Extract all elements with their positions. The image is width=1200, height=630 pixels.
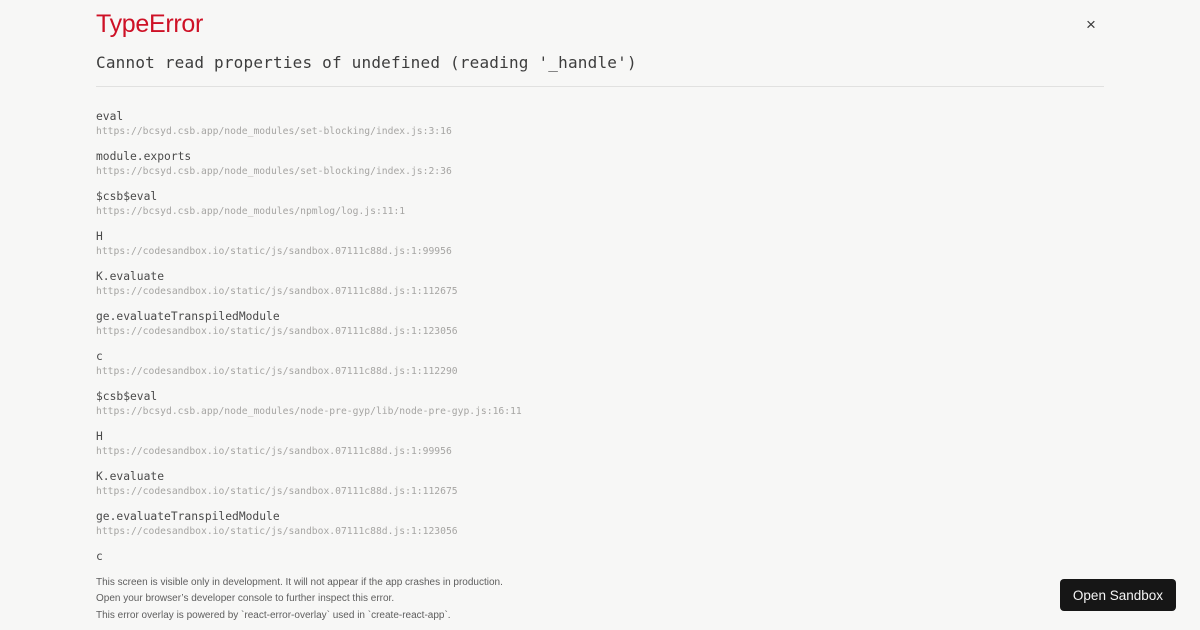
- frame-url: https://codesandbox.io/static/js/sandbox.07111c88d.js:1:112675: [96, 286, 458, 297]
- frame-url: https://codesandbox.io/static/js/sandbox.07111c88d.js:1:123056: [96, 326, 458, 337]
- stack-frame[interactable]: [96, 149, 1104, 179]
- stack-frame[interactable]: [96, 309, 1104, 339]
- close-button[interactable]: [1080, 14, 1102, 36]
- frame-function: module.exports: [96, 150, 192, 163]
- frame-url: https://bcsyd.csb.app/node_modules/node-pre-gyp/lib/node-pre-gyp.js:16:11: [96, 406, 522, 417]
- frame-function: K.evaluate: [96, 270, 165, 283]
- stack-trace: [96, 109, 1104, 565]
- frame-function: eval: [96, 110, 124, 123]
- stack-frame[interactable]: [96, 269, 1104, 299]
- open-sandbox-button[interactable]: Open Sandbox: [1060, 579, 1176, 611]
- frame-function: ge.evaluateTranspiledModule: [96, 310, 280, 323]
- frame-url: https://codesandbox.io/static/js/sandbox.07111c88d.js:1:99956: [96, 246, 452, 257]
- error-message: Cannot read properties of undefined (reading '_handle'): [96, 53, 637, 72]
- stack-frame[interactable]: [96, 389, 1104, 419]
- frame-function: $csb$eval: [96, 390, 158, 403]
- frame-function: $csb$eval: [96, 190, 158, 203]
- frame-url: https://bcsyd.csb.app/node_modules/set-blocking/index.js:2:36: [96, 166, 452, 177]
- frame-url: https://bcsyd.csb.app/node_modules/npmlog/log.js:11:1: [96, 206, 406, 217]
- frame-function: ge.evaluateTranspiledModule: [96, 510, 280, 523]
- header-divider: [96, 86, 1104, 87]
- disclaimer-line-powered-by: This error overlay is powered by `react-error-overlay` used in `create-react-app`.: [96, 609, 451, 621]
- stack-frame[interactable]: [96, 109, 1104, 139]
- frame-url: https://codesandbox.io/static/js/sandbox.07111c88d.js:1:112290: [96, 366, 458, 377]
- stack-frame[interactable]: [96, 429, 1104, 459]
- frame-function: H: [96, 230, 103, 243]
- stack-frame[interactable]: [96, 189, 1104, 219]
- stack-frame[interactable]: [96, 349, 1104, 379]
- error-type-title: TypeError: [96, 10, 204, 38]
- frame-function: c: [96, 350, 103, 363]
- frame-url: https://codesandbox.io/static/js/sandbox.07111c88d.js:1:123056: [96, 526, 458, 537]
- frame-function: K.evaluate: [96, 470, 165, 483]
- close-icon: ×: [1086, 15, 1096, 34]
- disclaimer-line-production: This screen is visible only in development. It will not appear if the app crashes in production.: [96, 577, 503, 588]
- stack-frame[interactable]: [96, 469, 1104, 499]
- frame-url: https://codesandbox.io/static/js/sandbox.07111c88d.js:1:99956: [96, 446, 452, 457]
- frame-function: c: [96, 550, 103, 563]
- disclaimer-line-console: Open your browser’s developer console to further inspect this error.: [96, 593, 395, 605]
- stack-frame[interactable]: [96, 229, 1104, 259]
- dev-disclaimer-footer: [0, 568, 1200, 630]
- frame-url: https://codesandbox.io/static/js/sandbox.07111c88d.js:1:112675: [96, 486, 458, 497]
- frame-url: https://bcsyd.csb.app/node_modules/set-blocking/index.js:3:16: [96, 126, 452, 137]
- frame-function: H: [96, 430, 103, 443]
- stack-frame[interactable]: [96, 509, 1104, 539]
- stack-frame[interactable]: [96, 549, 1104, 565]
